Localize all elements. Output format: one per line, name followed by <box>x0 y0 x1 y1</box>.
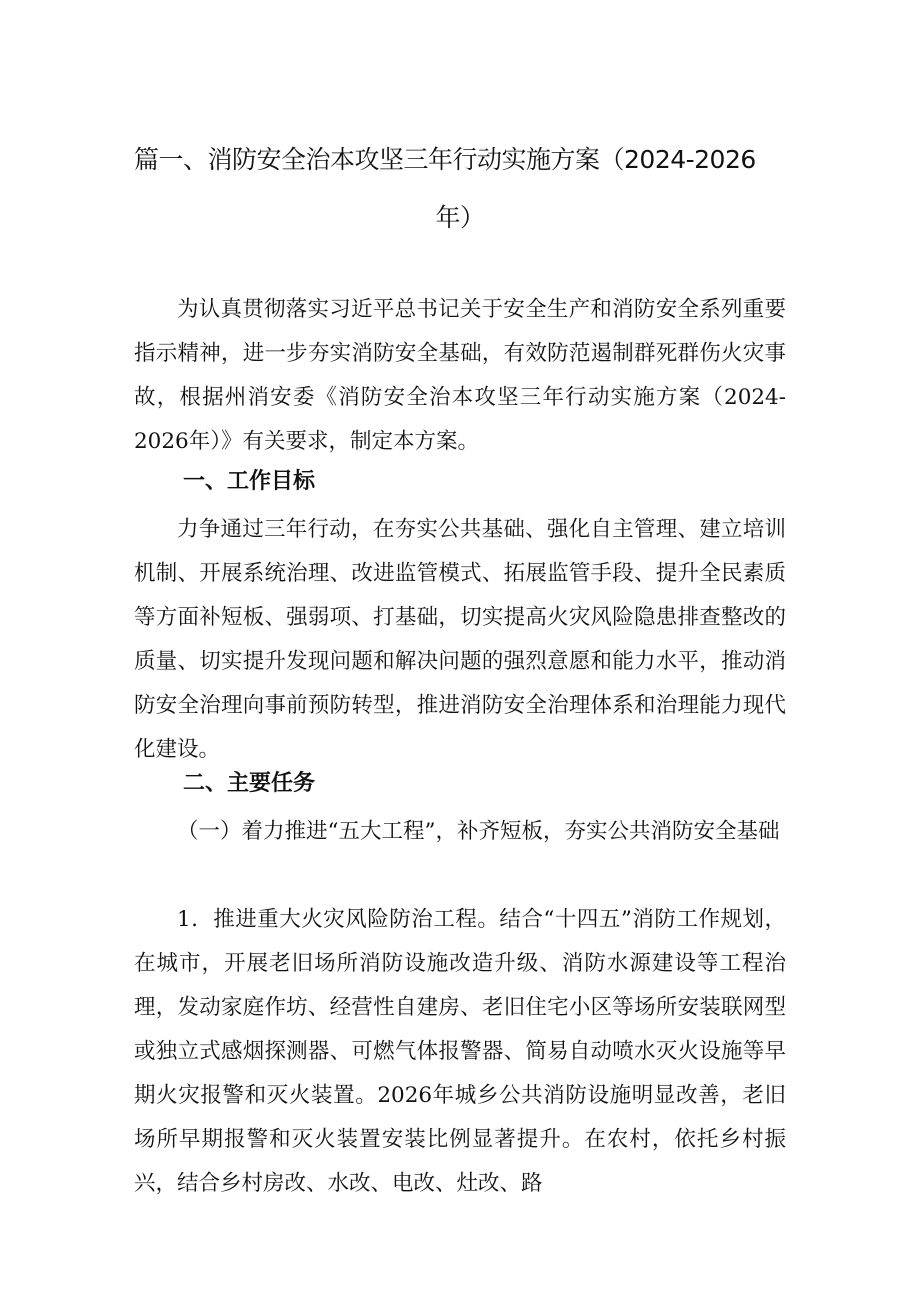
item-1-paragraph: 1．推进重大火灾风险防治工程。结合“十四五”消防工作规划，在城市，开展老旧场所消防设施改造升级、消防水源建设等工程治理，发动家庭作坊、经营性自建房、老旧住宅小区等场所安装联网型或独立式感烟探测器、可燃气体报警器、简易自动喷水灭火设施等早期火灾报警和灭火装置。2026年城乡公共消防设施明显改善，老旧场所早期报警和灭火装置安装比例显著提升。在农村，依托乡村振兴，结合乡村房改、水改、电改、灶改、路 <box>134 907 786 1196</box>
goals-paragraph: 力争通过三年行动，在夯实公共基础、强化自主管理、建立培训机制、开展系统治理、改进监管模式、拓展监管手段、提升全民素质等方面补短板、强弱项、打基础，切实提高火灾风险隐患排查整改的质量、切实提升发现问题和解决问题的强烈意愿和能力水平，推动消防安全治理向事前预防转型，推进消防安全治理体系和治理能力现代化建设。 <box>134 517 786 762</box>
subsection-heading-five-projects: （一）着力推进“五大工程”，补齐短板，夯实公共消防安全基础 <box>177 819 780 844</box>
document-title-line-1: 篇一、消防安全治本攻坚三年行动实施方案（2024-2026 <box>134 145 756 174</box>
section-heading-goals: 一、工作目标 <box>183 469 316 494</box>
intro-paragraph: 为认真贯彻落实习近平总书记关于安全生产和消防安全系列重要指示精神，进一步夯实消防安全基础，有效防范遏制群死群伤火灾事故，根据州消安委《消防安全治本攻坚三年行动实施方案（2024-2026年）》有关要求，制定本方案。 <box>134 297 786 454</box>
section-heading-tasks: 二、主要任务 <box>183 771 316 796</box>
document-title-line-2: 年） <box>435 203 485 232</box>
